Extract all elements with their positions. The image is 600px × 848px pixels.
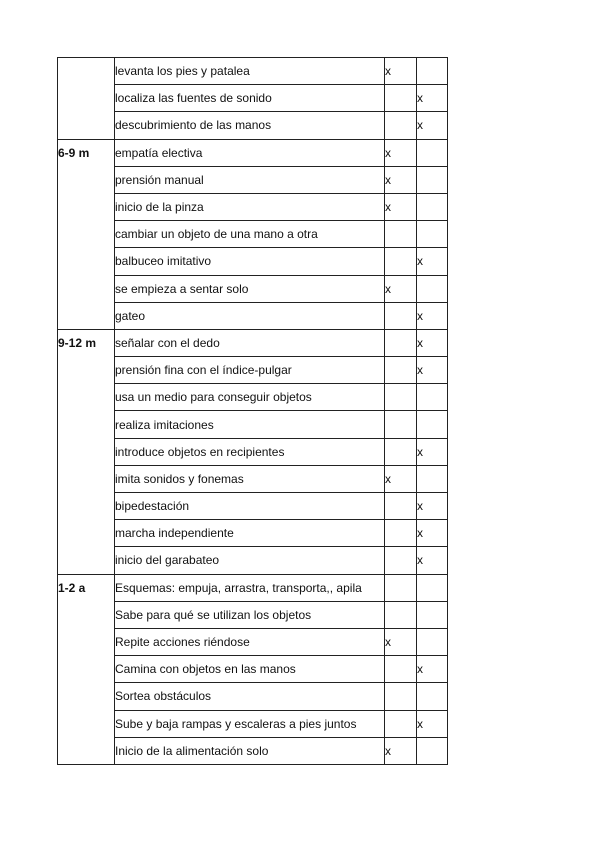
mark-cell-column-2 [417,275,448,302]
mark-cell-column-1 [385,248,417,275]
table-row [58,520,448,547]
milestone-cell: gateo [115,302,385,329]
table-row [58,58,448,85]
milestone-cell: balbuceo imitativo [115,248,385,275]
milestone-cell: levanta los pies y patalea [115,58,385,85]
milestone-cell: imita sonidos y fonemas [115,465,385,492]
mark-cell-column-2: x [417,357,448,384]
age-range-cell: 1-2 a [58,574,115,764]
milestone-cell: prensión fina con el índice-pulgar [115,357,385,384]
age-range-cell: 9-12 m [58,329,115,574]
mark-cell-column-2 [417,628,448,655]
milestone-cell: Sabe para qué se utilizan los objetos [115,601,385,628]
mark-cell-column-2: x [417,710,448,737]
table-row [58,302,448,329]
table-row [58,193,448,220]
table-row [58,112,448,139]
mark-cell-column-2 [417,166,448,193]
table-row [58,601,448,628]
milestone-cell: localiza las fuentes de sonido [115,85,385,112]
milestone-cell: marcha independiente [115,520,385,547]
mark-cell-column-1: x [385,275,417,302]
table-row [58,574,448,601]
table-row [58,221,448,248]
mark-cell-column-1 [385,601,417,628]
table-row [58,248,448,275]
mark-cell-column-2 [417,574,448,601]
table-row [58,139,448,166]
milestone-cell: usa un medio para conseguir objetos [115,384,385,411]
mark-cell-column-1 [385,493,417,520]
milestone-cell: Sortea obstáculos [115,683,385,710]
table-row [58,547,448,574]
mark-cell-column-2 [417,737,448,764]
table-row [58,166,448,193]
mark-cell-column-2: x [417,656,448,683]
mark-cell-column-1 [385,112,417,139]
mark-cell-column-2: x [417,438,448,465]
table-row [58,656,448,683]
mark-cell-column-2 [417,58,448,85]
table-row [58,628,448,655]
mark-cell-column-1 [385,357,417,384]
mark-cell-column-2 [417,683,448,710]
mark-cell-column-1: x [385,193,417,220]
mark-cell-column-2: x [417,302,448,329]
mark-cell-column-1: x [385,628,417,655]
mark-cell-column-1 [385,438,417,465]
table-row [58,737,448,764]
milestone-cell: inicio del garabateo [115,547,385,574]
table-row [58,411,448,438]
mark-cell-column-1 [385,411,417,438]
milestone-cell: introduce objetos en recipientes [115,438,385,465]
mark-cell-column-1 [385,302,417,329]
milestone-cell: señalar con el dedo [115,329,385,356]
mark-cell-column-2 [417,384,448,411]
milestone-cell: Inicio de la alimentación solo [115,737,385,764]
mark-cell-column-2: x [417,329,448,356]
milestone-cell: Camina con objetos en las manos [115,656,385,683]
table-row [58,493,448,520]
mark-cell-column-1 [385,520,417,547]
mark-cell-column-1: x [385,166,417,193]
mark-cell-column-1 [385,329,417,356]
mark-cell-column-1 [385,547,417,574]
table-row [58,384,448,411]
table-row [58,357,448,384]
milestone-cell: se empieza a sentar solo [115,275,385,302]
mark-cell-column-1 [385,85,417,112]
milestone-cell: cambiar un objeto de una mano a otra [115,221,385,248]
mark-cell-column-1 [385,574,417,601]
milestone-cell: inicio de la pinza [115,193,385,220]
mark-cell-column-2: x [417,85,448,112]
mark-cell-column-1: x [385,58,417,85]
milestone-cell: bipedestación [115,493,385,520]
mark-cell-column-2 [417,193,448,220]
table-row [58,275,448,302]
mark-cell-column-1 [385,683,417,710]
mark-cell-column-1 [385,710,417,737]
milestone-cell: Esquemas: empuja, arrastra, transporta,, apila [115,574,385,601]
mark-cell-column-1 [385,656,417,683]
mark-cell-column-2 [417,411,448,438]
milestone-cell: empatía electiva [115,139,385,166]
mark-cell-column-2: x [417,248,448,275]
table-row [58,85,448,112]
age-range-cell: 6-9 m [58,139,115,329]
table-body [58,58,448,765]
mark-cell-column-2 [417,465,448,492]
milestone-cell: prensión manual [115,166,385,193]
age-range-cell [58,58,115,140]
mark-cell-column-2: x [417,493,448,520]
milestone-cell: realiza imitaciones [115,411,385,438]
milestone-cell: Sube y baja rampas y escaleras a pies juntos [115,710,385,737]
mark-cell-column-2 [417,601,448,628]
mark-cell-column-1 [385,221,417,248]
mark-cell-column-1: x [385,737,417,764]
mark-cell-column-1: x [385,139,417,166]
development-milestones-table [57,57,448,765]
mark-cell-column-2: x [417,520,448,547]
mark-cell-column-2: x [417,112,448,139]
mark-cell-column-2 [417,221,448,248]
mark-cell-column-1 [385,384,417,411]
mark-cell-column-2: x [417,547,448,574]
table-row [58,465,448,492]
mark-cell-column-2 [417,139,448,166]
milestone-cell: descubrimiento de las manos [115,112,385,139]
table-row [58,438,448,465]
table-row [58,329,448,356]
table-row [58,710,448,737]
mark-cell-column-1: x [385,465,417,492]
milestone-cell: Repite acciones riéndose [115,628,385,655]
table-row [58,683,448,710]
